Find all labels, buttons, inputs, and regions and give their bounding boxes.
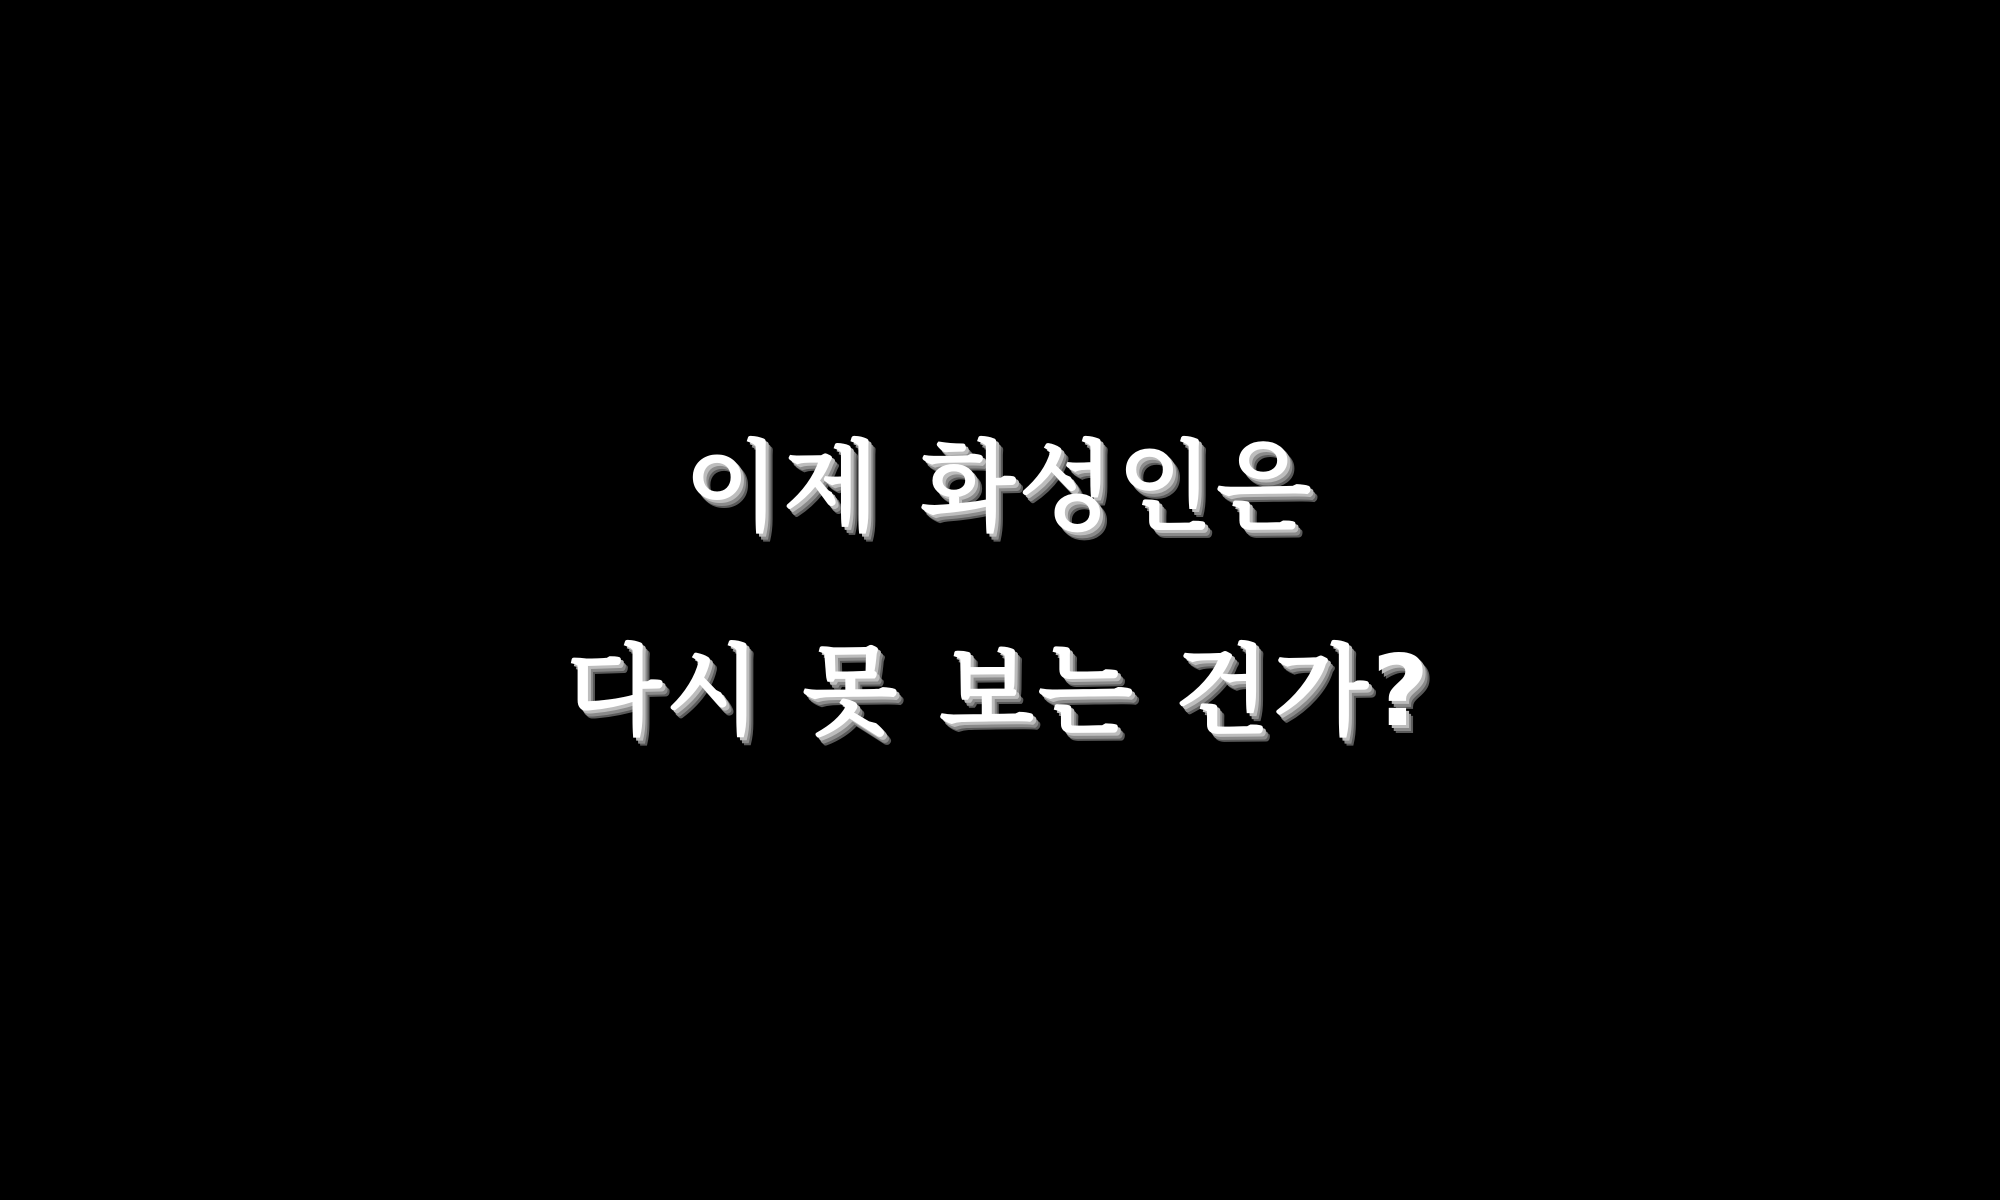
- subtitle-line-2: 다시 못 보는 건가?: [567, 635, 1433, 749]
- subtitle-line-1: 이제 화성인은: [684, 431, 1316, 545]
